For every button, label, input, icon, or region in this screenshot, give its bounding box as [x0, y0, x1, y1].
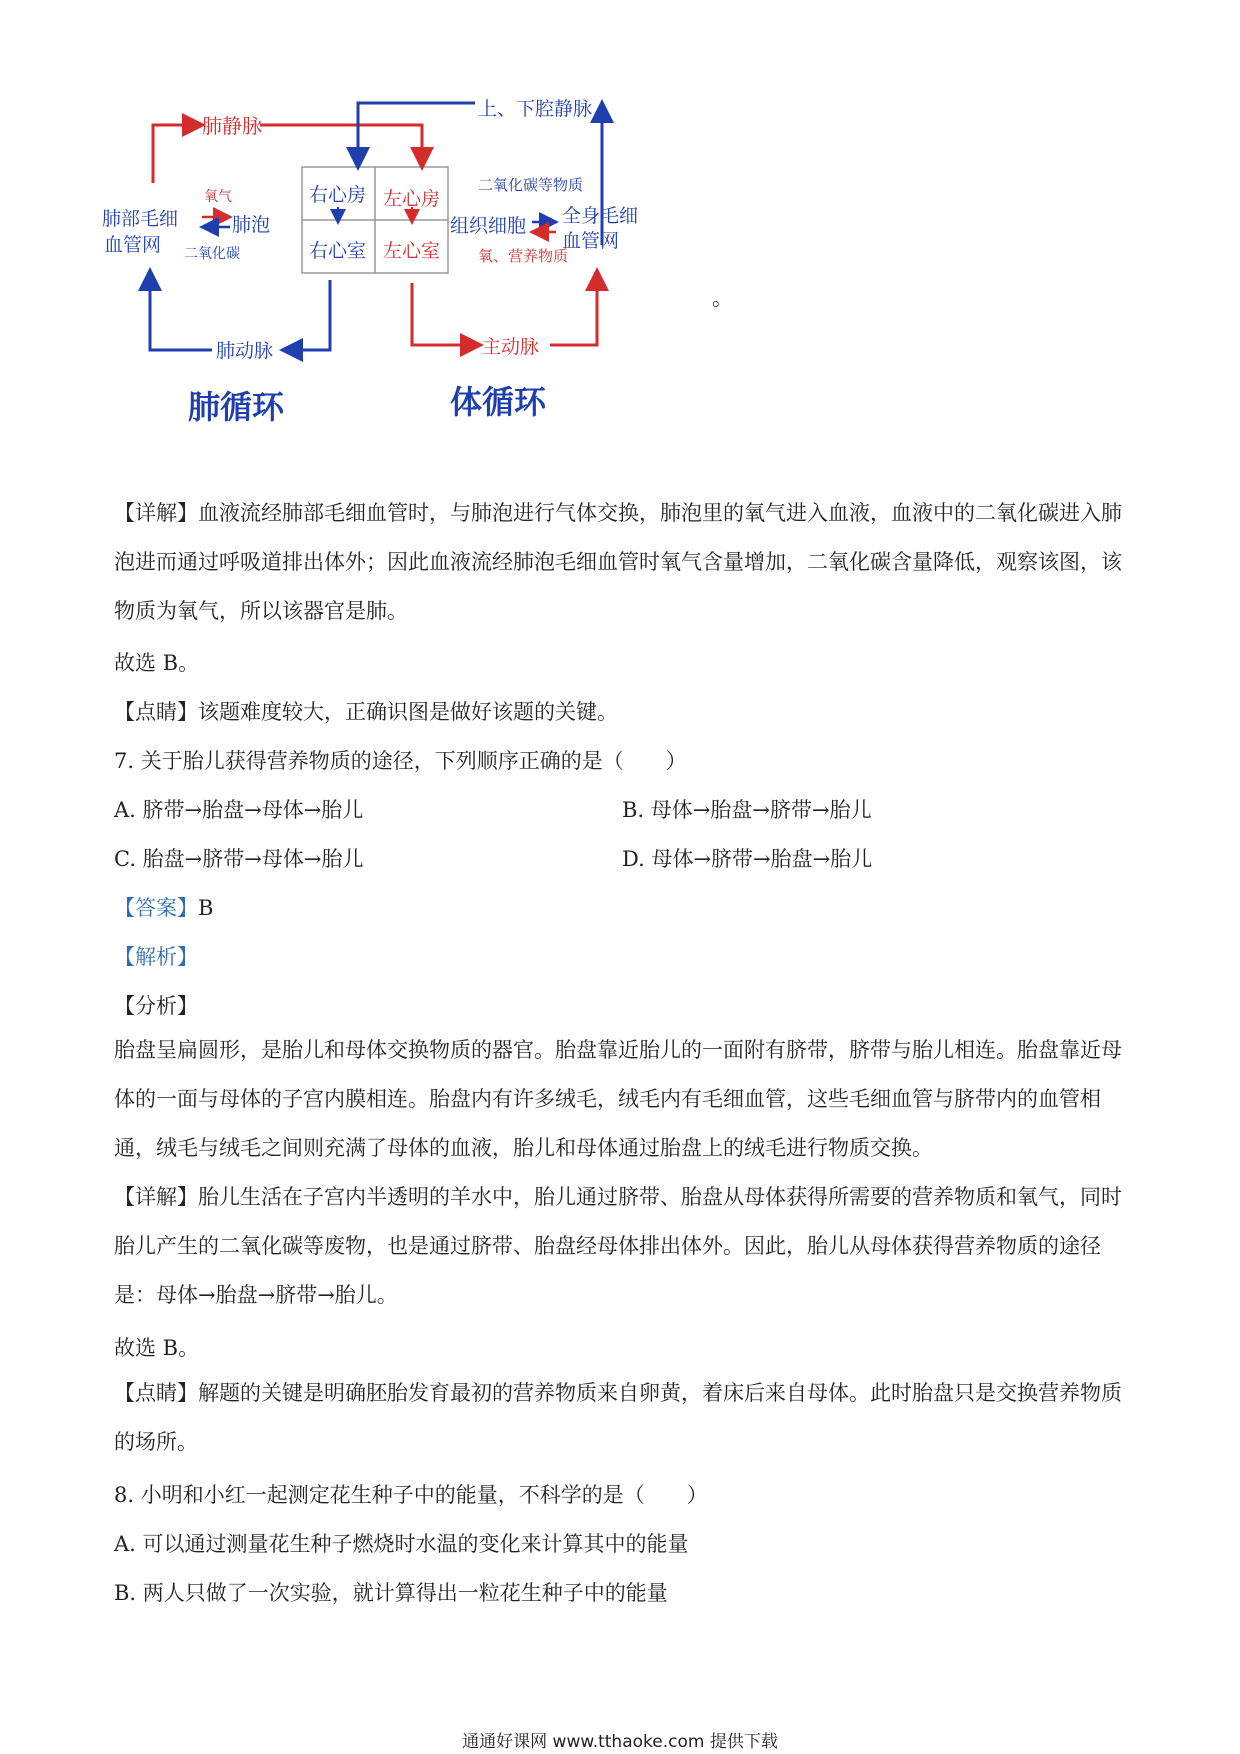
q7-fenxi-label: 【分析】 — [114, 994, 198, 1018]
label-alveoli: 肺泡 — [232, 214, 271, 236]
q8-option-b: B. 两人只做了一次实验，就计算得出一粒花生种子中的能量 — [114, 1581, 668, 1605]
venae-cavae-to-atrium — [358, 103, 475, 165]
q7-detail: 【详解】胎儿生活在子宫内半透明的羊水中，胎儿通过脐带、胎盘从母体获得所需要的营养物质和氧气，同时胎儿产生的二氧化碳等废物，也是通过脐带、胎盘经母体排出体外。因此，胎儿从母体获得营养物质的途径是：母体→胎盘→脐带→胎儿。 — [114, 1185, 1122, 1307]
q7-option-c: C. 胎盘→脐带→母体→胎儿 — [114, 847, 364, 871]
q7-stem: 7. 关于胎儿获得营养物质的途径，下列顺序正确的是（ ） — [114, 749, 687, 773]
aorta-arrow — [412, 283, 478, 345]
q7-option-a: A. 脐带→胎盘→母体→胎儿 — [114, 798, 364, 822]
page-footer: 通通好课网 www.tthaoke.com 提供下载 — [462, 1732, 778, 1752]
label-right-ventricle: 右心室 — [309, 240, 367, 262]
blood-circulation-diagram — [100, 95, 740, 480]
label-venae-cavae: 上、下腔静脉 — [478, 98, 593, 120]
pulmonary-artery-to-lung — [150, 273, 212, 350]
label-aorta: 主动脉 — [482, 336, 540, 358]
q7-analysis-label: 【解析】 — [114, 945, 198, 969]
label-pulmonary-artery: 肺动脉 — [216, 340, 274, 362]
label-body-capillary-2: 血管网 — [562, 230, 620, 252]
q8-stem: 8. 小明和小红一起测定花生种子中的能量，不科学的是（ ） — [114, 1483, 708, 1507]
pulmonary-vein-to-atrium — [260, 125, 422, 165]
q7-option-d: D. 母体→脐带→胎盘→胎儿 — [622, 847, 873, 871]
label-tissue-cells: 组织细胞 — [450, 215, 527, 237]
label-systemic-circulation: 体循环 — [450, 383, 547, 421]
label-left-atrium: 左心房 — [383, 188, 441, 210]
label-co2-etc: 二氧化碳等物质 — [478, 176, 584, 194]
label-pulmonary-circulation: 肺循环 — [188, 388, 285, 426]
q7-fenxi: 胎盘呈扁圆形，是胎儿和母体交换物质的器官。胎盘靠近胎儿的一面附有脐带，脐带与胎儿相连。胎盘靠近母体的一面与母体的子宫内膜相连。胎盘内有许多绒毛，绒毛内有毛细血管，这些毛细血管与脐带内的血管相通，绒毛与绒毛之间则充满了母体的血液，胎儿和母体通过胎盘上的绒毛进行物质交换。 — [114, 1038, 1122, 1160]
diagram-period: 。 — [712, 286, 733, 310]
label-right-atrium: 右心房 — [309, 184, 367, 206]
q8-option-a: A. 可以通过测量花生种子燃烧时水温的变化来计算其中的能量 — [114, 1532, 689, 1556]
label-oxygen: 氧气 — [204, 189, 232, 205]
label-left-ventricle: 左心室 — [383, 240, 441, 262]
label-body-capillary-1: 全身毛细 — [562, 205, 639, 227]
label-lung-capillary-2: 血管网 — [104, 234, 162, 256]
label-co2: 二氧化碳 — [184, 246, 240, 262]
q7-comment: 【点睛】解题的关键是明确胚胎发育最初的营养物质来自卵黄，着床后来自母体。此时胎盘只是交换营养物质的场所。 — [114, 1381, 1122, 1454]
q7-option-b: B. 母体→胎盘→脐带→胎儿 — [622, 798, 872, 822]
q7-answer-line — [114, 893, 213, 923]
q6-comment: 【点睛】该题难度较大，正确识图是做好该题的关键。 — [114, 700, 618, 724]
q7-choice: 故选 B。 — [114, 1336, 200, 1360]
q7-answer-label: 【答案】 — [114, 896, 198, 920]
pulmonary-vein-arrow — [153, 125, 200, 183]
q7-answer: B — [198, 896, 214, 920]
label-lung-capillary-1: 肺部毛细 — [102, 208, 179, 230]
aorta-to-body — [550, 273, 597, 345]
label-pulmonary-vein: 肺静脉 — [202, 114, 262, 138]
pulmonary-artery-arrow — [285, 280, 330, 350]
q6-choice: 故选 B。 — [114, 651, 200, 675]
q6-detail: 【详解】血液流经肺部毛细血管时，与肺泡进行气体交换，肺泡里的氧气进入血液，血液中的二氧化碳进入肺泡进而通过呼吸道排出体外；因此血液流经肺泡毛细血管时氧气含量增加，二氧化碳含量降低，观察该图，该物质为氧气，所以该器官是肺。 — [114, 501, 1122, 623]
label-oxygen-nutrients: 氧、营养物质 — [478, 247, 569, 265]
